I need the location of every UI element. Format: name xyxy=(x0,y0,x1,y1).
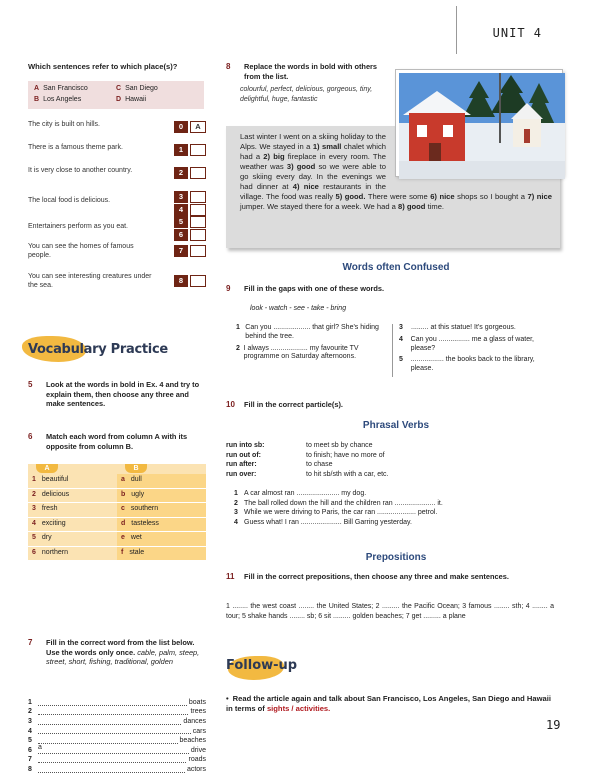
vocabulary-practice-heading: Vocabulary Practice xyxy=(28,342,168,357)
match-row: You can see interesting creatures under the sea. 8 xyxy=(28,269,218,295)
place-option: D Hawaii xyxy=(116,96,147,104)
places-matching-list xyxy=(28,120,218,289)
skiing-passage: Last winter I went on a skiing holiday to the Alps. We stayed in a 1) small chalet which had a 2) big fireplace in every room. The weather was 3) good so we were able to go skiing every day. In the evenings we had dinner at 4) nice restaurants in the village. The food was really 5) good. There were some 6) nice shops so I bought a 7) nice jumper. We stayed there for a week. We had a 8) good time. xyxy=(226,126,560,248)
exercise-5: 5 Look at the words in bold in Ex. 4 and try to explain them, then choose any three and make sentences. xyxy=(28,380,200,409)
answer-box[interactable] xyxy=(190,204,206,216)
phrasal-verbs-heading: Phrasal Verbs xyxy=(362,420,430,431)
sentence-number: 0 xyxy=(174,121,188,133)
ex11-text: 1 ........ the west coast ........ the United States; 2 ......... the Pacific Ocean; 3 famous ........ sth; 4 ........ a tour; 5 shake hands ........ sb; 6 sit ......... golden beaches; 7 get ......... a plane xyxy=(226,603,554,621)
opposites-table xyxy=(28,464,206,561)
exercise-7: 7 Fill in the correct word from the list below. Use the words only once. cable, palm, steep, street, short, fishing, traditional, golden xyxy=(28,638,200,667)
match-row: It is very close to another country. 2 xyxy=(28,167,218,179)
places-question: Which sentences refer to which place(s)? xyxy=(28,62,178,71)
opposites-row: 2 delicious b ugly xyxy=(28,489,206,504)
exercise-7-list xyxy=(28,698,206,775)
phrasal-verb-sentence: 1 A car almost ran ...................... my dog. xyxy=(234,490,367,497)
gap-sentence: 5 ................. the books back to the library, please. xyxy=(399,356,535,372)
snow-chalet-illustration xyxy=(399,73,565,179)
word-list: colourful, perfect, delicious, gorgeous, tiny, delightful, huge, fantastic xyxy=(240,86,373,103)
gap-sentence: 1 Can you ................... that girl? She's hiding behind the tree. xyxy=(236,324,379,340)
place-option: C San Diego xyxy=(116,85,158,93)
answer-blank[interactable] xyxy=(38,733,191,734)
answer-blank[interactable] xyxy=(38,772,185,773)
exercise-11: 11 Fill in the correct prepositions, then choose any three and make sentences. xyxy=(226,572,509,581)
gap-sentence: 3 ......... at this statue! It's gorgeous. xyxy=(399,324,516,331)
ex9-word-list: look - watch - see - take - bring xyxy=(250,305,347,312)
opposites-row: 5 dry e wet xyxy=(28,532,206,547)
phrasal-verbs-definitions xyxy=(226,442,526,480)
fill-in-row: 3 dances xyxy=(28,718,206,726)
phrasal-verb-sentence: 2 The ball rolled down the hill and the children ran ..................... it. xyxy=(234,499,443,507)
match-row: Entertainers perform as you eat. 5 6 xyxy=(28,216,218,242)
opposites-row: 1 beautiful a dull xyxy=(28,474,206,489)
ex9-sentences xyxy=(236,324,556,377)
answer-blank[interactable] xyxy=(38,762,186,763)
answer-box[interactable] xyxy=(190,245,206,257)
answer-blank[interactable]: a xyxy=(38,744,189,754)
phrasal-verbs-sentences xyxy=(234,490,554,528)
places-options xyxy=(28,81,204,109)
answer-blank[interactable] xyxy=(38,724,181,725)
answer-box[interactable] xyxy=(190,275,206,287)
sentence-number: 3 xyxy=(174,191,188,203)
gap-sentence: 2 I always ................... my favourite TV programme on Saturday afternoons. xyxy=(236,344,359,361)
sentence-number: 6 xyxy=(174,229,188,241)
answer-box[interactable] xyxy=(190,167,206,179)
unit-label: UNIT 4 xyxy=(492,26,542,40)
phrasal-verb-definition: run out of: to finish; have no more of xyxy=(226,451,385,459)
phrasal-verb-sentence: 3 While we were driving to Paris, the car ran .................... petrol. xyxy=(234,509,438,516)
phrasal-verb-definition: run into sb: to meet sb by chance xyxy=(226,442,373,449)
answer-box[interactable] xyxy=(190,216,206,228)
sentence-number: 5 xyxy=(174,216,188,228)
match-row: There is a famous theme park. 1 xyxy=(28,144,218,156)
answer-box[interactable] xyxy=(190,191,206,203)
phrasal-verb-sentence: 4 Guess what! I ran ..................... Bill Garring yesterday. xyxy=(234,518,412,526)
phrasal-verb-definition: run over: to hit sb/sth with a car, etc. xyxy=(226,470,389,478)
prepositions-heading: Prepositions xyxy=(365,552,427,563)
chalet-photo xyxy=(396,70,562,176)
fill-in-row: 5 beaches xyxy=(28,737,206,745)
left-column xyxy=(28,62,218,773)
column-b-label: B xyxy=(125,464,147,473)
page-number: 19 xyxy=(546,718,561,732)
opposites-row: 4 exciting d tasteless xyxy=(28,518,206,533)
answer-box[interactable]: A xyxy=(190,121,206,133)
follow-up-heading: Follow-up xyxy=(226,658,298,673)
sentence-number: 7 xyxy=(174,245,188,257)
place-option: A San Francisco xyxy=(34,85,88,93)
opposites-row: 3 fresh c southern xyxy=(28,503,206,518)
match-row: You can see the homes of famous people. 7 xyxy=(28,239,218,269)
fill-in-row: 6 a drive xyxy=(28,743,206,754)
answer-blank[interactable] xyxy=(38,705,187,706)
column-a-label: A xyxy=(36,464,58,473)
match-row: The local food is delicious. 3 4 xyxy=(28,191,218,217)
sentence-number: 2 xyxy=(174,167,188,179)
answer-blank[interactable] xyxy=(38,714,188,715)
fill-in-row: 2 trees xyxy=(28,708,206,716)
follow-up-text: • Read the article again and talk about San Francisco, Los Angeles, San Diego and Hawaii in terms of sights / activities. xyxy=(226,694,551,714)
place-option: B Los Angeles xyxy=(34,96,82,104)
exercise-8: 8 Replace the words in bold with others from the list. colourful, perfect, delicious, gorgeous, tiny, delightful, huge, fantastic xyxy=(226,62,386,104)
answer-box[interactable] xyxy=(190,144,206,156)
opposites-row: 6 northern f stale xyxy=(28,547,206,562)
exercise-9: 9 Fill in the gaps with one of these words. xyxy=(226,284,385,293)
fill-in-row: 1 boats xyxy=(28,698,206,706)
words-confused-heading: Words often Confused xyxy=(342,262,450,273)
sentence-number: 8 xyxy=(174,275,188,287)
unit-header xyxy=(456,6,600,54)
sentence-number: 1 xyxy=(174,144,188,156)
fill-in-row: 8 actors xyxy=(28,766,206,773)
gap-sentence: 4 Can you ................ me a glass of water, please? xyxy=(399,335,534,352)
fill-in-row: 7 roads xyxy=(28,756,206,764)
phrasal-verb-definition: run after: to chase xyxy=(226,461,333,468)
fill-in-row: 4 cars xyxy=(28,727,206,735)
match-row: The city is built on hills. 0 A xyxy=(28,121,218,133)
exercise-10: 10 Fill in the correct particle(s). xyxy=(226,400,343,409)
sentence-number: 4 xyxy=(174,204,188,216)
exercise-6: 6 Match each word from column A with its opposite from column B. xyxy=(28,432,188,451)
